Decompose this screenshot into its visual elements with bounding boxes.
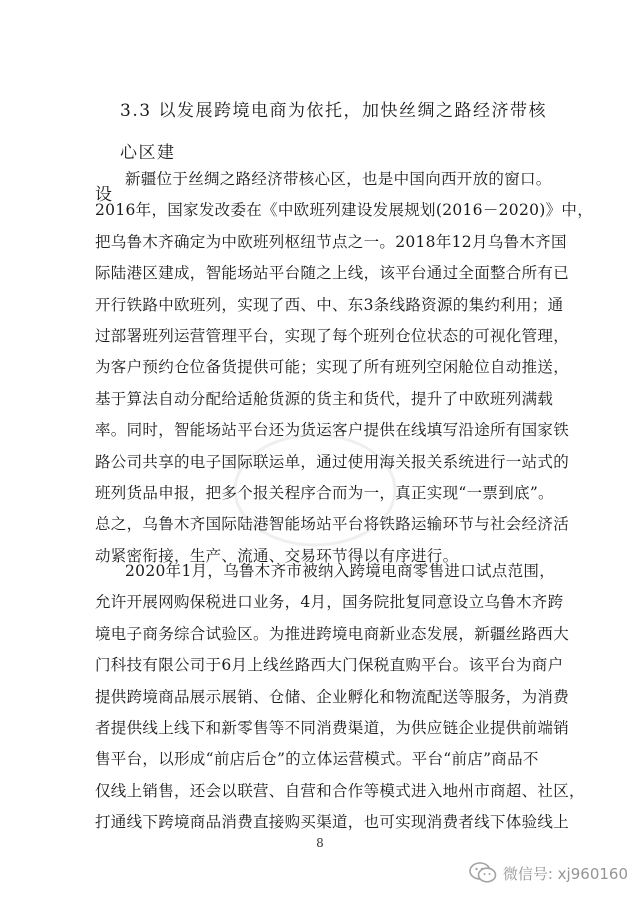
paragraph-1-line: 际陆港区建成，智能场站平台随之上线，该平台通过全面整合所有已 <box>95 264 570 283</box>
paragraph-2-line: 打通线下跨境商品消费直接购买渠道，也可实现消费者线下体验线上 <box>95 813 570 832</box>
paragraph-2 <box>95 556 585 839</box>
paragraph-1-line: 路公司共享的电子国际联运单，通过使用海关报关系统进行一站式的 <box>95 452 570 471</box>
wechat-icon <box>469 862 497 884</box>
paragraph-1 <box>95 164 594 572</box>
paragraph-2-line: 仅线上销售，还会以联营、自营和合作等模式进入地州市商超、社区， <box>95 781 585 800</box>
wechat-watermark <box>469 862 628 884</box>
paragraph-2-line: 2020年1月，乌鲁木齐市被纳入跨境电商零售进口试点范围， <box>125 562 556 580</box>
paragraph-2-line: 售平台，以形成“前店后仓”的立体运营模式。平台“前店”商品不 <box>95 750 539 769</box>
paragraph-1-line: 为客户预约仓位备货提供可能；实现了所有班列空闲舱位自动推送， <box>95 358 570 377</box>
section-heading-line-1: 3.3 以发展跨境电商为依托，加快丝绸之路经济带核心区建 <box>120 101 547 163</box>
paragraph-1-line: 基于算法自动分配给适舱货源的货主和货代，提升了中欧班列满载 <box>95 389 554 408</box>
paragraph-1-line: 班列货品申报，把多个报关程序合而为一，真正实现“一票到底”。 <box>95 484 554 503</box>
paragraph-1-line: 开行铁路中欧班列，实现了西、中、东3条线路资源的集约利用；通 <box>95 295 564 314</box>
paragraph-1-line: 过部署班列运营管理平台，实现了每个班列仓位状态的可视化管理， <box>95 327 570 346</box>
paragraph-2-line: 者提供线上线下和新零售等不同消费渠道，为供应链企业提供前端销 <box>95 719 570 738</box>
paragraph-1-line: 动紧密衔接，生产、流通、交易环节得以有序进行。 <box>95 546 459 565</box>
paragraph-2-line: 门科技有限公司于6月上线丝路西大门保税直购平台。该平台为商户 <box>95 656 564 675</box>
paragraph-2-line: 境电子商务综合试验区。为推进跨境电商新业态发展，新疆丝路西大 <box>95 624 570 643</box>
paragraph-1-line: 率。同时，智能场站平台还为货运客户提供在线填写沿途所有国家铁 <box>95 421 570 440</box>
paragraph-1-line: 2016年，国家发改委在《中欧班列建设发展规划(2016－2020)》中， <box>95 201 594 220</box>
paragraph-1-line: 新疆位于丝绸之路经济带核心区，也是中国向西开放的窗口。 <box>125 170 552 188</box>
watermark-text: 微信号: xj960160 <box>502 864 628 883</box>
section-heading-line-2: 设 <box>95 185 114 205</box>
paragraph-2-line: 提供跨境商品展示展销、仓储、企业孵化和物流配送等服务，为消费 <box>95 687 570 706</box>
paragraph-1-line: 把乌鲁木齐确定为中欧班列枢纽节点之一。2018年12月乌鲁木齐国 <box>95 232 567 251</box>
paragraph-1-line: 总之，乌鲁木齐国际陆港智能场站平台将铁路运输环节与社会经济活 <box>95 515 570 534</box>
page-number: 8 <box>316 836 324 850</box>
paragraph-2-line: 允许开展网购保税进口业务，4月，国务院批复同意设立乌鲁木齐跨 <box>95 593 564 612</box>
